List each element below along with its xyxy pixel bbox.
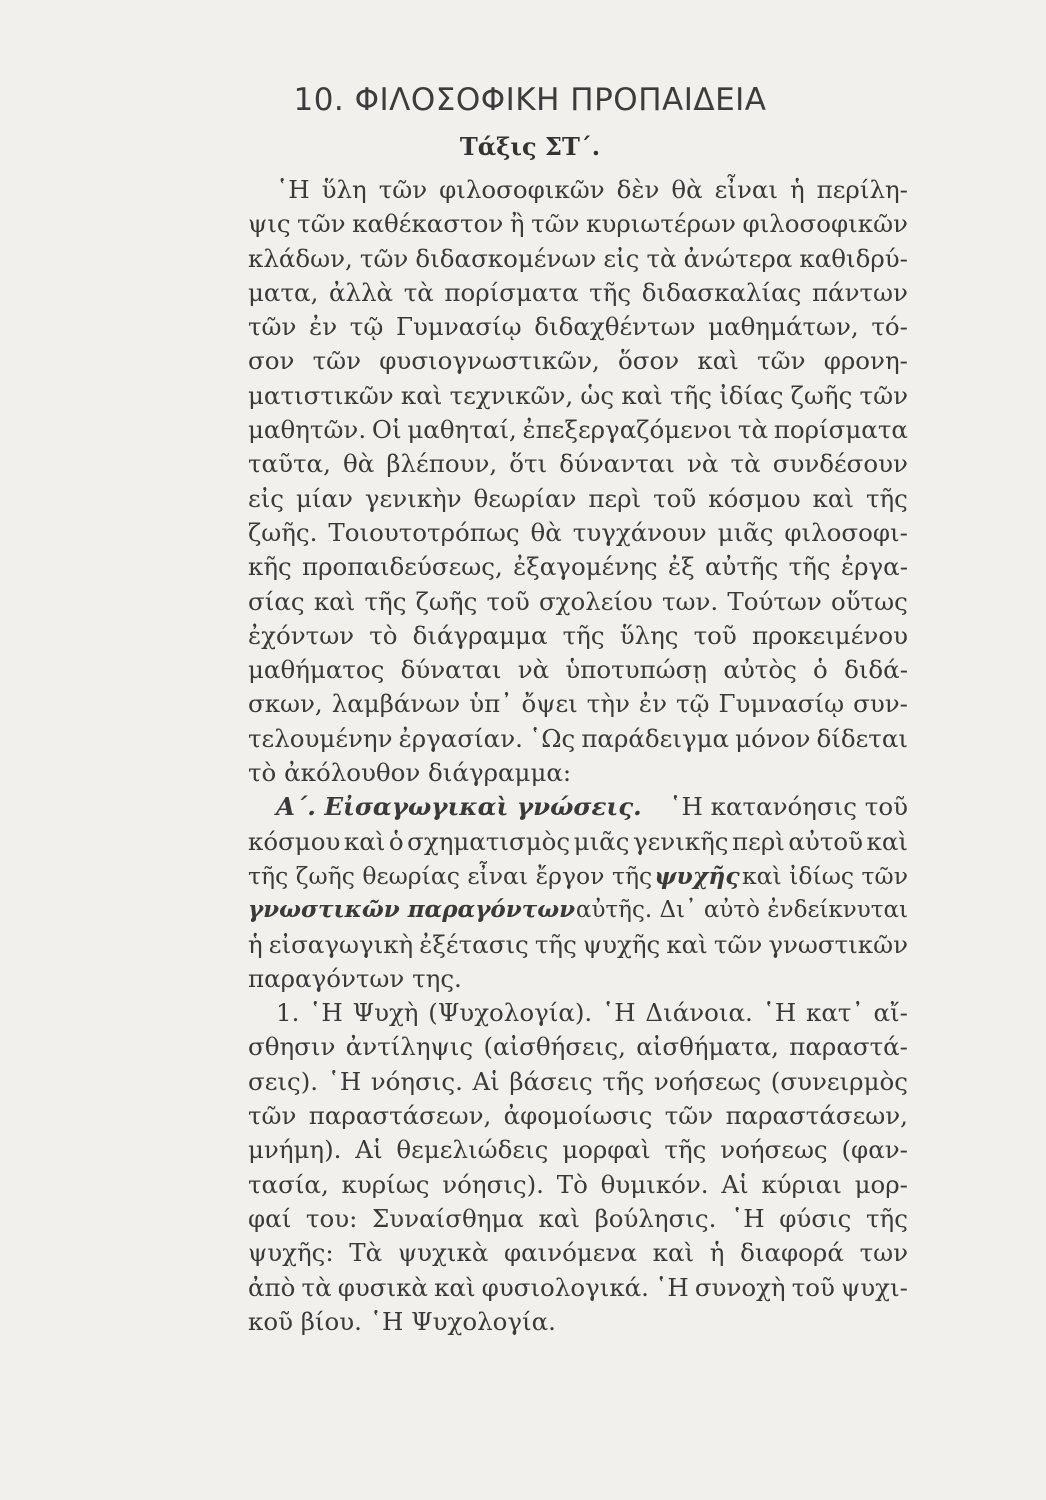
word: φαί bbox=[248, 1203, 292, 1233]
word: τῶν bbox=[757, 346, 806, 376]
text-line bbox=[248, 653, 908, 687]
text-line bbox=[248, 1099, 908, 1133]
word: κυρίως bbox=[341, 1169, 430, 1199]
class-subtitle: Τάξις ΣΤ΄. bbox=[459, 132, 601, 161]
word: μιᾶς bbox=[573, 826, 630, 856]
word: 1. bbox=[276, 998, 300, 1028]
word: ψυχικὰ bbox=[397, 1238, 489, 1268]
word: διδά- bbox=[844, 655, 908, 685]
word: ἐξ bbox=[667, 552, 695, 582]
word: μαθηταί, bbox=[407, 415, 517, 445]
word: προκειμένου bbox=[751, 620, 908, 650]
text-line bbox=[248, 996, 908, 1030]
emphasis-psyche: ψυχῆς bbox=[654, 861, 740, 890]
word: σκων, bbox=[248, 689, 323, 719]
word: Αἱ bbox=[355, 1135, 383, 1165]
word: τῆς bbox=[534, 929, 577, 959]
word: τὰ bbox=[301, 1272, 332, 1302]
word: αὐτοῦ bbox=[788, 826, 864, 856]
word: δίδεται bbox=[816, 723, 908, 753]
word: σον bbox=[248, 346, 295, 376]
word: ῾Η bbox=[309, 998, 343, 1028]
word: εἰς bbox=[603, 243, 640, 273]
word: περίλη- bbox=[816, 175, 908, 204]
word: (φαν- bbox=[841, 1135, 908, 1165]
text-line bbox=[248, 619, 908, 653]
word: ἐξαγομένης bbox=[513, 552, 658, 582]
text-segment: καὶ ἰδίως τῶν bbox=[741, 861, 908, 890]
text-line bbox=[248, 893, 908, 927]
text-segment: παραγόντων της. bbox=[248, 963, 462, 993]
word: διδασκομένων bbox=[415, 243, 597, 273]
text-line bbox=[248, 962, 908, 996]
word: φυσιολογικά. bbox=[481, 1272, 649, 1302]
word: ὑπ᾿ bbox=[469, 689, 513, 719]
text-line bbox=[248, 1030, 908, 1064]
word: Τὸ bbox=[556, 1169, 588, 1199]
word: Οἱ bbox=[371, 415, 402, 445]
word: καὶ bbox=[666, 929, 708, 959]
word: Γυμνασίῳ bbox=[718, 689, 845, 719]
word: παραστά- bbox=[789, 1032, 908, 1062]
text-line bbox=[248, 1133, 908, 1167]
word: βάσεις bbox=[509, 1066, 593, 1096]
text-line bbox=[248, 207, 908, 241]
word: φρονη- bbox=[823, 346, 908, 376]
word: τὰ bbox=[646, 243, 677, 273]
word: τῆς bbox=[589, 277, 632, 307]
word: τὸ bbox=[369, 620, 398, 650]
word: καθιδρύ- bbox=[799, 243, 908, 273]
word: κῆς bbox=[248, 552, 292, 582]
word: νοήσεως bbox=[720, 1135, 828, 1165]
word: καὶ bbox=[343, 826, 386, 856]
section-a-heading-line bbox=[248, 790, 908, 824]
word: τοῦ bbox=[693, 620, 737, 650]
word: τῆς bbox=[865, 1203, 908, 1233]
word: ἡ bbox=[709, 1238, 725, 1268]
word: τῷ bbox=[675, 689, 710, 719]
text-line bbox=[248, 242, 908, 276]
word: πορίσματα bbox=[444, 277, 579, 307]
word: αἴ- bbox=[873, 998, 908, 1028]
word: διδαχθέντων bbox=[534, 312, 696, 342]
word: αὐτῆς bbox=[704, 552, 779, 582]
word: σίας bbox=[248, 586, 305, 616]
word: τῶν bbox=[248, 1101, 297, 1131]
word: μίαν bbox=[295, 483, 353, 513]
word: ὁ bbox=[813, 655, 828, 685]
word: τῶν bbox=[859, 380, 908, 410]
word: σθησιν bbox=[248, 1032, 336, 1062]
word: τοῦ bbox=[486, 586, 530, 616]
word: φυσιογνωστικῶν, bbox=[379, 346, 600, 376]
word: διδασκαλίας bbox=[641, 277, 802, 307]
word: των bbox=[859, 1238, 908, 1268]
word: (αἰσθήσεις, bbox=[483, 1032, 626, 1062]
word: καὶ bbox=[538, 1203, 580, 1233]
word: μαθητῶν. bbox=[248, 415, 367, 445]
text-line bbox=[248, 722, 908, 756]
word: ἡ bbox=[248, 929, 263, 959]
word: προπαιδεύσεως, bbox=[302, 552, 503, 582]
word: (συνειρμὸς bbox=[770, 1066, 908, 1096]
word: τὰ bbox=[737, 415, 769, 445]
text-line bbox=[248, 173, 908, 207]
word: εἰσαγωγικὴ bbox=[268, 929, 414, 959]
word: διάγραμμα bbox=[412, 620, 548, 650]
word: ψυχῆς bbox=[582, 929, 661, 959]
word: τῆς bbox=[670, 380, 712, 410]
word: γενικὴν bbox=[364, 483, 462, 513]
word: ὅτι bbox=[509, 449, 548, 479]
text-line bbox=[248, 1271, 908, 1305]
word: ἐργα- bbox=[840, 552, 908, 582]
word: κλάδων, bbox=[248, 243, 353, 273]
word: σεις). bbox=[248, 1066, 319, 1096]
word: τό- bbox=[871, 312, 908, 342]
word: περὶ bbox=[588, 483, 642, 513]
text-line bbox=[248, 310, 908, 344]
word: τῶν bbox=[359, 243, 409, 273]
word: οὕτως bbox=[830, 586, 908, 616]
word: Τοιουτοτρόπως bbox=[328, 517, 520, 547]
word: γενικῆς bbox=[632, 826, 729, 856]
word: συνδέσουν bbox=[772, 449, 908, 479]
word: μορ- bbox=[854, 1169, 908, 1199]
word: ὄψει bbox=[521, 689, 578, 719]
word: Ψυχὴ bbox=[352, 998, 419, 1028]
word: τασία, bbox=[248, 1169, 329, 1199]
word: δὲν bbox=[616, 175, 660, 204]
word: πορίσματα bbox=[773, 415, 908, 445]
word: θυμικόν. bbox=[600, 1169, 709, 1199]
word: των. bbox=[661, 586, 719, 616]
word: νὰ bbox=[687, 449, 719, 479]
word: ὁ bbox=[388, 826, 404, 856]
word: ἀπὸ bbox=[248, 1272, 296, 1302]
word: καὶ bbox=[652, 1238, 695, 1268]
word: παράδειγμα bbox=[581, 723, 730, 753]
text-line bbox=[248, 1065, 908, 1099]
word: ἰδίας bbox=[719, 380, 784, 410]
text-line bbox=[248, 516, 908, 550]
word: τῶν bbox=[297, 209, 346, 239]
word: θὰ bbox=[671, 175, 703, 204]
word: ζωῆς. bbox=[248, 517, 318, 547]
word: τελουμένην bbox=[248, 723, 393, 753]
word: φύσις bbox=[779, 1203, 852, 1233]
word: ἐπεξεργαζόμενοι bbox=[522, 415, 733, 445]
word: τῆς bbox=[664, 1135, 707, 1165]
text-line bbox=[248, 859, 908, 893]
word: βλέπουν, bbox=[386, 449, 498, 479]
word: ταῦτα, bbox=[248, 449, 331, 479]
word: ἀφομοίωσις bbox=[503, 1101, 653, 1131]
word: τὰ bbox=[403, 277, 434, 307]
word: τῆς bbox=[562, 620, 605, 650]
word: διαφορά bbox=[740, 1238, 844, 1268]
text-segment: κοῦ βίου. ῾Η Ψυχολογία. bbox=[248, 1306, 556, 1336]
emphasis-cognitive-factors: γνωστικῶν παραγόντων bbox=[248, 896, 576, 924]
text-line bbox=[248, 687, 908, 721]
word: ζωῆς bbox=[790, 380, 853, 410]
word: ἐργασίαν. bbox=[398, 723, 523, 753]
text-line bbox=[248, 482, 908, 516]
word: ῾Η bbox=[276, 175, 310, 204]
word: τυγχάνουν bbox=[572, 517, 707, 547]
word: ῾Η bbox=[655, 1272, 689, 1302]
text-segment: τῆς ζωῆς θεωρίας εἶναι ἔργον τῆς bbox=[248, 861, 653, 890]
word: λαμβάνων bbox=[331, 689, 461, 719]
word: πάντων bbox=[811, 277, 908, 307]
word: ὕλης bbox=[619, 620, 679, 650]
text-line bbox=[248, 447, 908, 481]
word: τῆς bbox=[364, 586, 407, 616]
word: ὑποτυπώσῃ bbox=[565, 655, 708, 685]
word: Τὰ bbox=[349, 1238, 383, 1268]
word: ἡ bbox=[789, 175, 805, 204]
word: γνωστικῶν bbox=[768, 929, 908, 959]
word: περὶ bbox=[732, 826, 785, 856]
word: παραστάσεων, bbox=[308, 1101, 492, 1131]
word: κατ᾿ bbox=[806, 998, 864, 1028]
word: τὴν bbox=[586, 689, 630, 719]
text-segment: τὸ ἀκόλουθον διάγραμμα: bbox=[248, 758, 572, 788]
word: σχολείου bbox=[538, 586, 653, 616]
word: ῾Η bbox=[327, 1066, 362, 1096]
word: νοήσεως bbox=[653, 1066, 762, 1096]
word: ἐν bbox=[638, 689, 667, 719]
word: ψυχι- bbox=[841, 1272, 908, 1302]
word: καὶ bbox=[866, 826, 908, 856]
word: τῆς bbox=[602, 1066, 645, 1096]
word: μόνον bbox=[735, 723, 811, 753]
word: ῾Η bbox=[602, 998, 636, 1028]
word: τοῦ bbox=[653, 483, 697, 513]
word: δύνανται bbox=[559, 449, 675, 479]
word: ἐν bbox=[309, 312, 338, 342]
word: τῶν bbox=[248, 312, 297, 342]
word: τῶν bbox=[312, 346, 362, 376]
word: τῆς bbox=[788, 552, 831, 582]
word: ῾Ως bbox=[528, 723, 576, 753]
word: παραστάσεων, bbox=[725, 1101, 908, 1131]
word: τῆς bbox=[865, 483, 908, 513]
word: τὰ bbox=[730, 449, 761, 479]
word: Αἱ bbox=[472, 1066, 500, 1096]
word: συν- bbox=[853, 689, 908, 719]
word: φιλοσοφι- bbox=[784, 517, 908, 547]
word: νὰ bbox=[517, 655, 550, 685]
page-title: 10. ΦΙΛΟΣΟΦΙΚΗ ΠΡΟΠΑΙΔΕΙΑ bbox=[293, 82, 767, 118]
word: ψις bbox=[248, 209, 291, 239]
text-line bbox=[248, 585, 908, 619]
word: αὐτὸς bbox=[723, 655, 797, 685]
word: τῶν bbox=[531, 209, 580, 239]
section-a-heading: Α΄. Εἰσαγωγικαὶ γνώσεις. bbox=[276, 792, 642, 822]
word: ἐξέτασις bbox=[419, 929, 529, 959]
word: φιλοσοφικῶν bbox=[742, 209, 908, 239]
word: ὡς bbox=[580, 380, 615, 410]
word: καὶ bbox=[621, 380, 663, 410]
word: μιᾶς bbox=[717, 517, 774, 547]
word: του: bbox=[305, 1203, 358, 1233]
word: ματα, bbox=[248, 277, 319, 307]
text-line bbox=[248, 1202, 908, 1236]
word: φαινόμενα bbox=[503, 1238, 637, 1268]
word: κόσμου bbox=[708, 483, 801, 513]
word: ῾Η bbox=[762, 998, 797, 1028]
word: Συναίσθημα bbox=[371, 1203, 524, 1233]
text-segment: αὐτῆς. Δι᾿ αὐτὸ ἐνδείκνυται bbox=[575, 897, 908, 924]
word: ματιστικῶν bbox=[248, 380, 394, 410]
word: ψυχῆς: bbox=[248, 1238, 334, 1268]
word: ἐχόντων bbox=[248, 620, 355, 650]
word: θὰ bbox=[342, 449, 375, 479]
word: φιλοσοφικῶν bbox=[439, 175, 605, 204]
word: καὶ bbox=[434, 1272, 476, 1302]
text-line bbox=[248, 1305, 908, 1339]
word: καὶ bbox=[697, 346, 739, 376]
word: Τούτων bbox=[727, 586, 822, 616]
word: θεμελιώδεις bbox=[396, 1135, 549, 1165]
word: ὅσον bbox=[618, 346, 680, 376]
text-line bbox=[248, 550, 908, 584]
text-line bbox=[248, 825, 908, 859]
text-segment: ῾Η κατανόησις τοῦ bbox=[669, 792, 908, 822]
word: καὶ bbox=[400, 380, 443, 410]
body-text bbox=[248, 173, 908, 1339]
word: κυριωτέρων bbox=[586, 209, 736, 239]
text-line bbox=[248, 276, 908, 310]
word: σχηματισμὸς bbox=[407, 826, 571, 856]
word: τῶν bbox=[713, 929, 763, 959]
word: ἢ bbox=[509, 209, 525, 239]
word: δύναται bbox=[400, 655, 502, 685]
word: μαθήματος bbox=[248, 655, 385, 685]
word: καὶ bbox=[313, 586, 356, 616]
word: νόησις). bbox=[442, 1169, 544, 1199]
word: νόησις. bbox=[370, 1066, 463, 1096]
word: τῶν bbox=[664, 1101, 714, 1131]
word: θεωρίαν bbox=[473, 483, 577, 513]
word: εἰς bbox=[248, 483, 285, 513]
text-line bbox=[248, 413, 908, 447]
word: μαθημάτων, bbox=[708, 312, 859, 342]
word: τῶν bbox=[378, 175, 428, 204]
word: καθέκαστον bbox=[352, 209, 504, 239]
word: ὕλη bbox=[321, 175, 367, 204]
text-line bbox=[248, 379, 908, 413]
word: αἰσθήματα, bbox=[636, 1032, 779, 1062]
word: τεχνικῶν, bbox=[449, 380, 574, 410]
word: τοῦ bbox=[791, 1272, 835, 1302]
word: ἀντίληψις bbox=[345, 1032, 474, 1062]
word: μορφαὶ bbox=[562, 1135, 651, 1165]
word: βούλησις. bbox=[594, 1203, 717, 1233]
word: φυσικὰ bbox=[337, 1272, 428, 1302]
word: τῷ bbox=[349, 312, 384, 342]
word: θὰ bbox=[530, 517, 562, 547]
word: Γυμνασίῳ bbox=[396, 312, 522, 342]
word: ἀλλὰ bbox=[328, 277, 394, 307]
word: συνοχὴ bbox=[694, 1272, 786, 1302]
word: (Ψυχολογία). bbox=[428, 998, 593, 1028]
word: κύριαι bbox=[761, 1169, 842, 1199]
text-line bbox=[248, 344, 908, 378]
word: εἶναι bbox=[714, 175, 778, 204]
text-line bbox=[248, 1168, 908, 1202]
text-line bbox=[248, 1236, 908, 1270]
text-line bbox=[248, 756, 908, 790]
word: κόσμου bbox=[248, 826, 341, 856]
word: ῾Η bbox=[731, 1203, 765, 1233]
word: Αἱ bbox=[721, 1169, 749, 1199]
word: Διάνοια. bbox=[645, 998, 753, 1028]
word: καὶ bbox=[812, 483, 855, 513]
word: ζωῆς bbox=[415, 586, 478, 616]
word: ἀνώτερα bbox=[683, 243, 793, 273]
word: μνήμη). bbox=[248, 1135, 342, 1165]
text-line bbox=[248, 928, 908, 962]
